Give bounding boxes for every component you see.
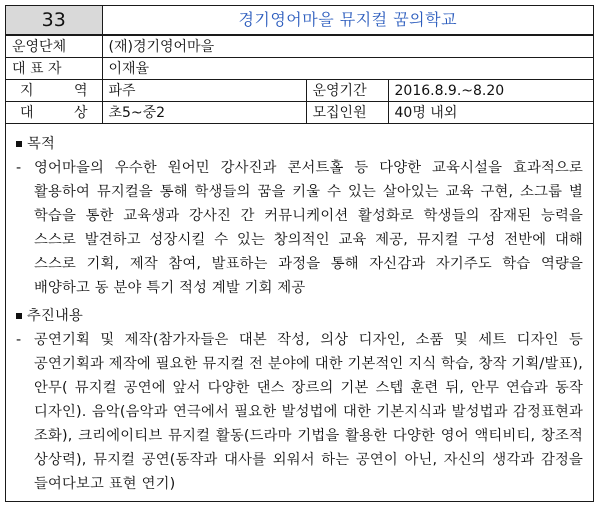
region-label-second: 역 [73, 82, 88, 99]
period-label: 운영기간 [306, 80, 388, 102]
purpose-heading-text: 목적 [27, 136, 56, 152]
content-heading-text: 추진내용 [27, 308, 84, 324]
target-row [6, 102, 593, 124]
recruit-value: 40명 내외 [388, 102, 593, 124]
region-label-first: 지 [20, 82, 34, 99]
content-text: 공연기획 및 제작(참가자들은 대본 작성, 의상 디자인, 소품 및 세트 디자인 등 공연기획과 제작에 필요한 뮤지컬 전 분야에 대한 기본적인 지식 학습, 창작 기획/발표), 안무( 뮤지컬 공연에 앞서 다양한 댄스 장르의 기본 스텝 훈련 뒤, 안무 연습과 동작 디자인). 음악(음악과 연극에서 필요한 발성법에 대한 기본지식과 발성법과 감정표현과 조화), 크리에이티브 뮤지컬 활동(드라마 기법을 활용한 다양한 영어 액티비티, 창조적 상상력), 뮤지컬 공연(동작과 대사를 외워서 하는 공연이 아닌, 자신의 생각과 감정을 들여다보고 표현 연기) [34, 332, 583, 492]
purpose-text: 영어마을의 우수한 원어민 강사진과 콘서트홀 등 다양한 교육시설을 효과적으로 활용하여 뮤지컬을 통해 학생들의 꿈을 키울 수 있는 살아있는 교육 구현, 소그룹 별 학습을 통한 교육생과 강사진 간 커뮤니케이션 활성화로 학생들의 잠재된 능력을 스스로 발견하고 성장시킬 수 있는 창의적인 교육 제공, 뮤지컬 구성 전반에 대해 스스로 기획, 제작 참여, 발표하는 과정을 통해 자신감과 자기주도 학습 역량을 배양하고 동 분야 특기 적성 계발 기회 제공 [34, 160, 583, 296]
content-heading [16, 304, 583, 328]
purpose-paragraph [16, 156, 583, 300]
description-body [6, 124, 593, 496]
region-label [6, 80, 102, 102]
program-card [5, 5, 594, 502]
content-paragraph [16, 328, 583, 496]
operator-label: 운영단체 [6, 35, 102, 58]
square-bullet-icon [16, 313, 22, 319]
region-value: 파주 [102, 80, 306, 102]
period-value: 2016.8.9.~8.20 [388, 80, 593, 102]
program-number: 33 [6, 6, 102, 35]
representative-value: 이재율 [102, 58, 593, 80]
representative-label: 대 표 자 [6, 58, 102, 80]
dash-marker: - [16, 332, 22, 348]
program-title: 경기영어마을 뮤지컬 꿈의학교 [102, 6, 593, 35]
operator-value: (재)경기영어마을 [102, 35, 593, 58]
square-bullet-icon [16, 141, 22, 147]
operator-row [6, 35, 593, 58]
target-value: 초5~중2 [102, 102, 306, 124]
target-label [6, 102, 102, 124]
target-label-second: 상 [73, 104, 88, 121]
representative-row [6, 58, 593, 80]
region-row [6, 80, 593, 102]
recruit-label: 모집인원 [306, 102, 388, 124]
target-label-first: 대 [20, 104, 34, 121]
info-table [6, 6, 593, 124]
dash-marker: - [16, 160, 22, 176]
title-row [6, 6, 593, 35]
purpose-heading [16, 132, 583, 156]
